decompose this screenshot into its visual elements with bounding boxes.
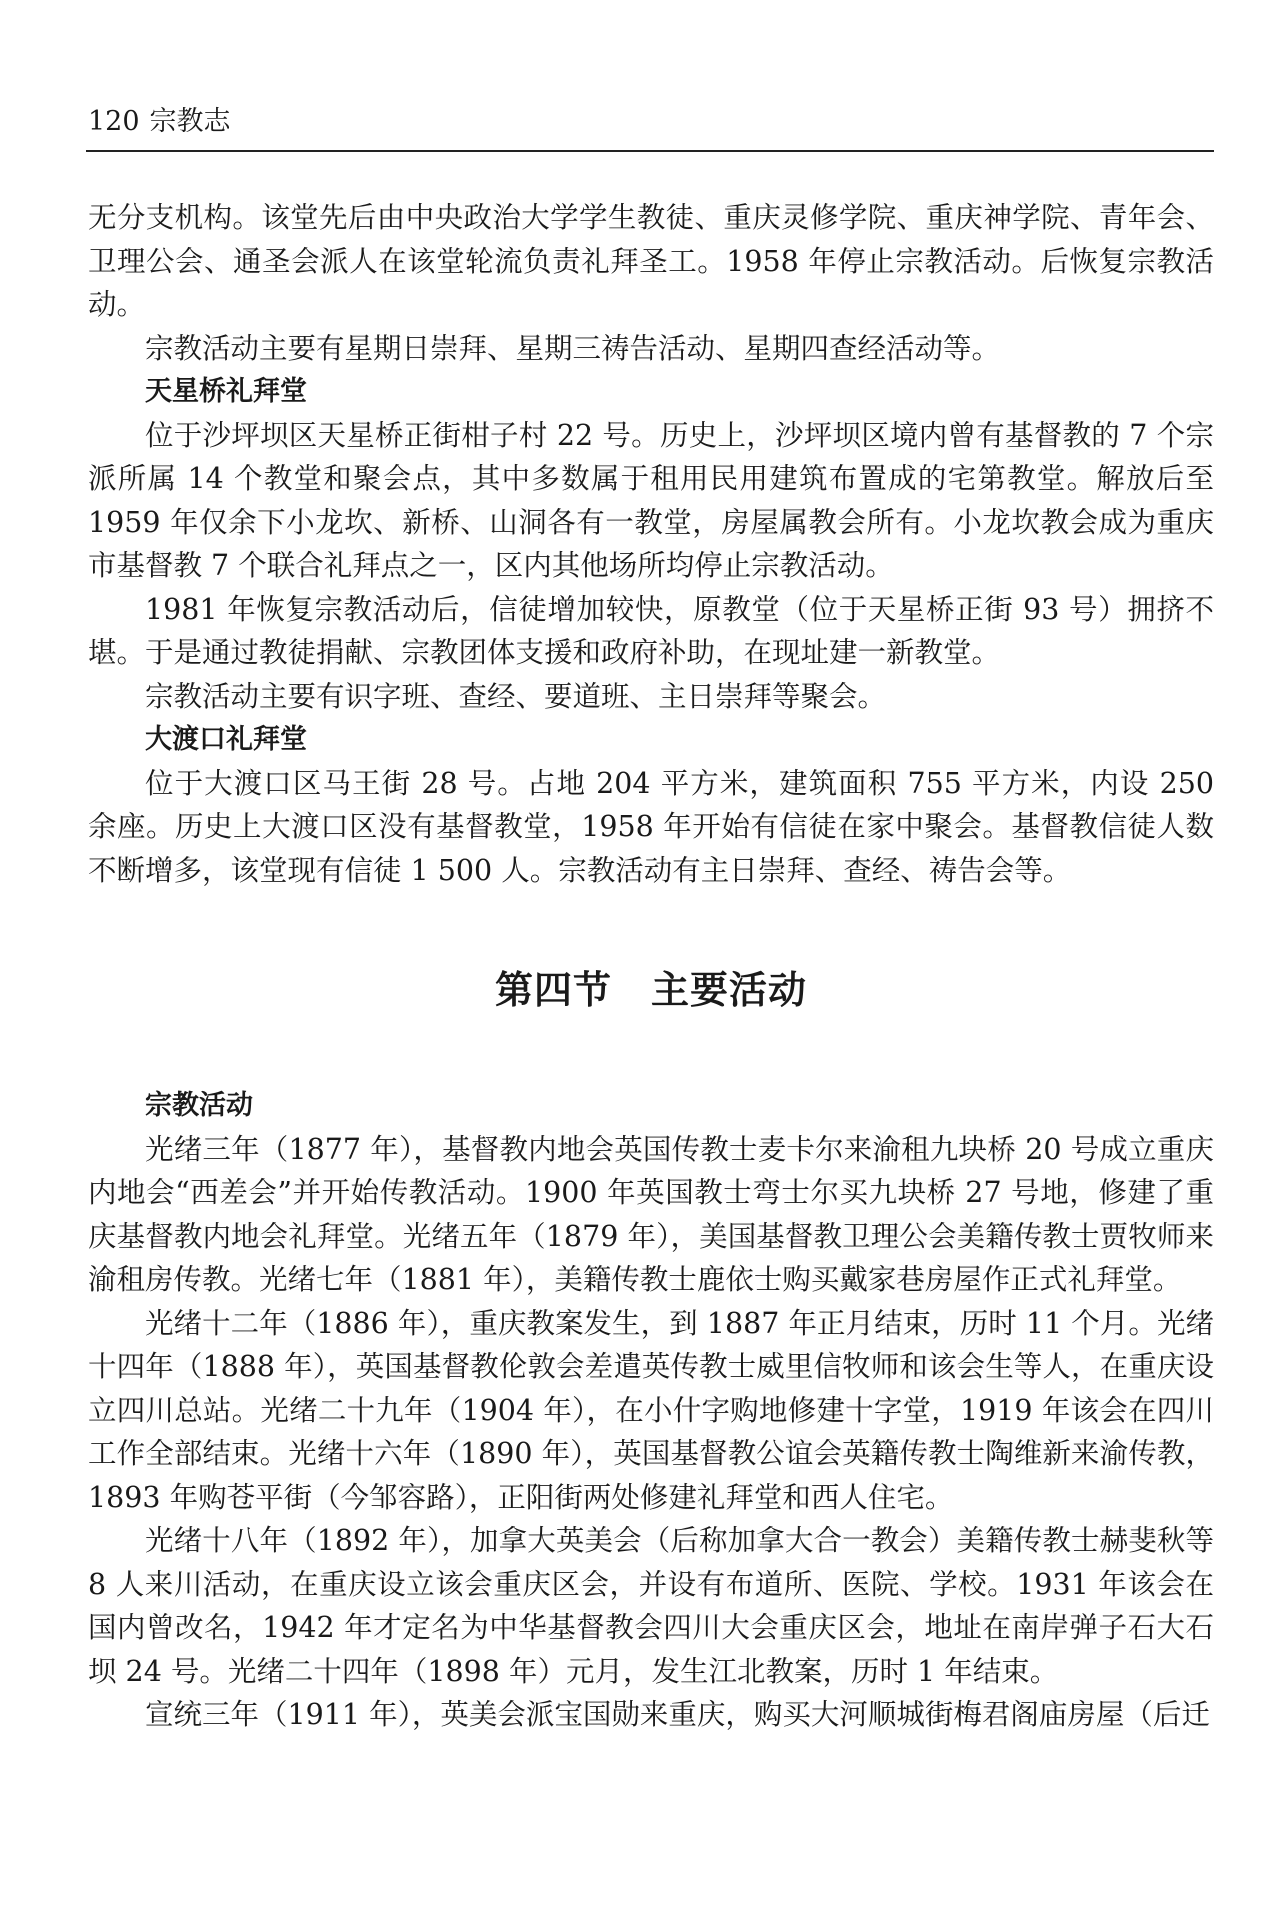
paragraph: 宗教活动主要有星期日崇拜、星期三祷告活动、星期四查经活动等。 [145,331,1001,365]
paragraph: 宣统三年（1911 年），英美会派宝国勋来重庆，购买大河顺城街梅君阁庙房屋（后迁 [145,1698,1210,1731]
subheading: 天星桥礼拜堂 [145,376,307,407]
paragraph: 1981 年恢复宗教活动后，信徒增加较快，原教堂（位于天星桥正街 93 号）拥挤不堪。于是通过教徒捐献、宗教团体支援和政府补助，在现址建一新教堂。 [88,592,1214,669]
page-number: 120 [88,106,140,137]
paragraph: 位于大渡口区马王街 28 号。占地 204 平方米，建筑面积 755 平方米，内设 250 余座。历史上大渡口区没有基督教堂，1958 年开始有信徒在家中聚会。基督教信徒人数不断增多，该堂现有信徒 1 500 人。宗教活动有主日崇拜、查经、祷告会等。 [88,766,1214,887]
subheading: 大渡口礼拜堂 [145,724,307,755]
body-text [88,196,1214,1737]
paragraph: 位于沙坪坝区天星桥正街柑子村 22 号。历史上，沙坪坝区境内曾有基督教的 7 个宗派所属 14 个教堂和聚会点，其中多数属于租用民用建筑布置成的宅第教堂。解放后至 1959 年仅余下小龙坎、新桥、山洞各有一教堂，房屋属教会所有。小龙坎教会成为重庆市基督教 7 个联合礼拜点之一，区内其他场所均停止宗教活动。 [88,418,1214,582]
paragraph: 光绪三年（1877 年），基督教内地会英国传教士麦卡尔来渝租九块桥 20 号成立重庆内地会“西差会”并开始传教活动。1900 年英国教士弯士尔买九块桥 27 号地，修建了重庆基督教内地会礼拜堂。光绪五年（1879 年），美国基督教卫理公会美籍传教士贾牧师来渝租房传教。光绪七年（1881 年），美籍传教士鹿依士购买戴家巷房屋作正式礼拜堂。 [88,1132,1214,1296]
subheading: 宗教活动 [145,1090,253,1121]
header-rule [86,150,1214,152]
paragraph: 宗教活动主要有识字班、查经、要道班、主日崇拜等聚会。 [145,679,887,713]
book-title: 宗教志 [149,106,231,137]
paragraph: 光绪十八年（1892 年），加拿大英美会（后称加拿大合一教会）美籍传教士赫斐秋等 8 人来川活动，在重庆设立该会重庆区会，并设有布道所、医院、学校。1931 年该会在国内曾改名，1942 年才定名为中华基督教会四川大会重庆区会，地址在南岸弹子石大石坝 24 号。光绪二十四年（1898 年）元月，发生江北教案，历时 1 年结束。 [88,1524,1214,1688]
paragraph: 无分支机构。该堂先后由中央政治大学学生教徒、重庆灵修学院、重庆神学院、青年会、卫理公会、通圣会派人在该堂轮流负责礼拜圣工。1958 年停止宗教活动。后恢复宗教活动。 [88,201,1214,321]
running-header [88,104,231,140]
section-title: 第四节 主要活动 [494,968,807,1012]
paragraph: 光绪十二年（1886 年），重庆教案发生，到 1887 年正月结束，历时 11 个月。光绪十四年（1888 年），英国基督教伦敦会差遣英传教士威里信牧师和该会生等人，在重庆设立四川总站。光绪二十九年（1904 年），在小什字购地修建十字堂，1919 年该会在四川工作全部结束。光绪十六年（1890 年），英国基督教公谊会英籍传教士陶维新来渝传教，1893 年购苍平街（今邹容路），正阳街两处修建礼拜堂和西人住宅。 [88,1306,1214,1514]
